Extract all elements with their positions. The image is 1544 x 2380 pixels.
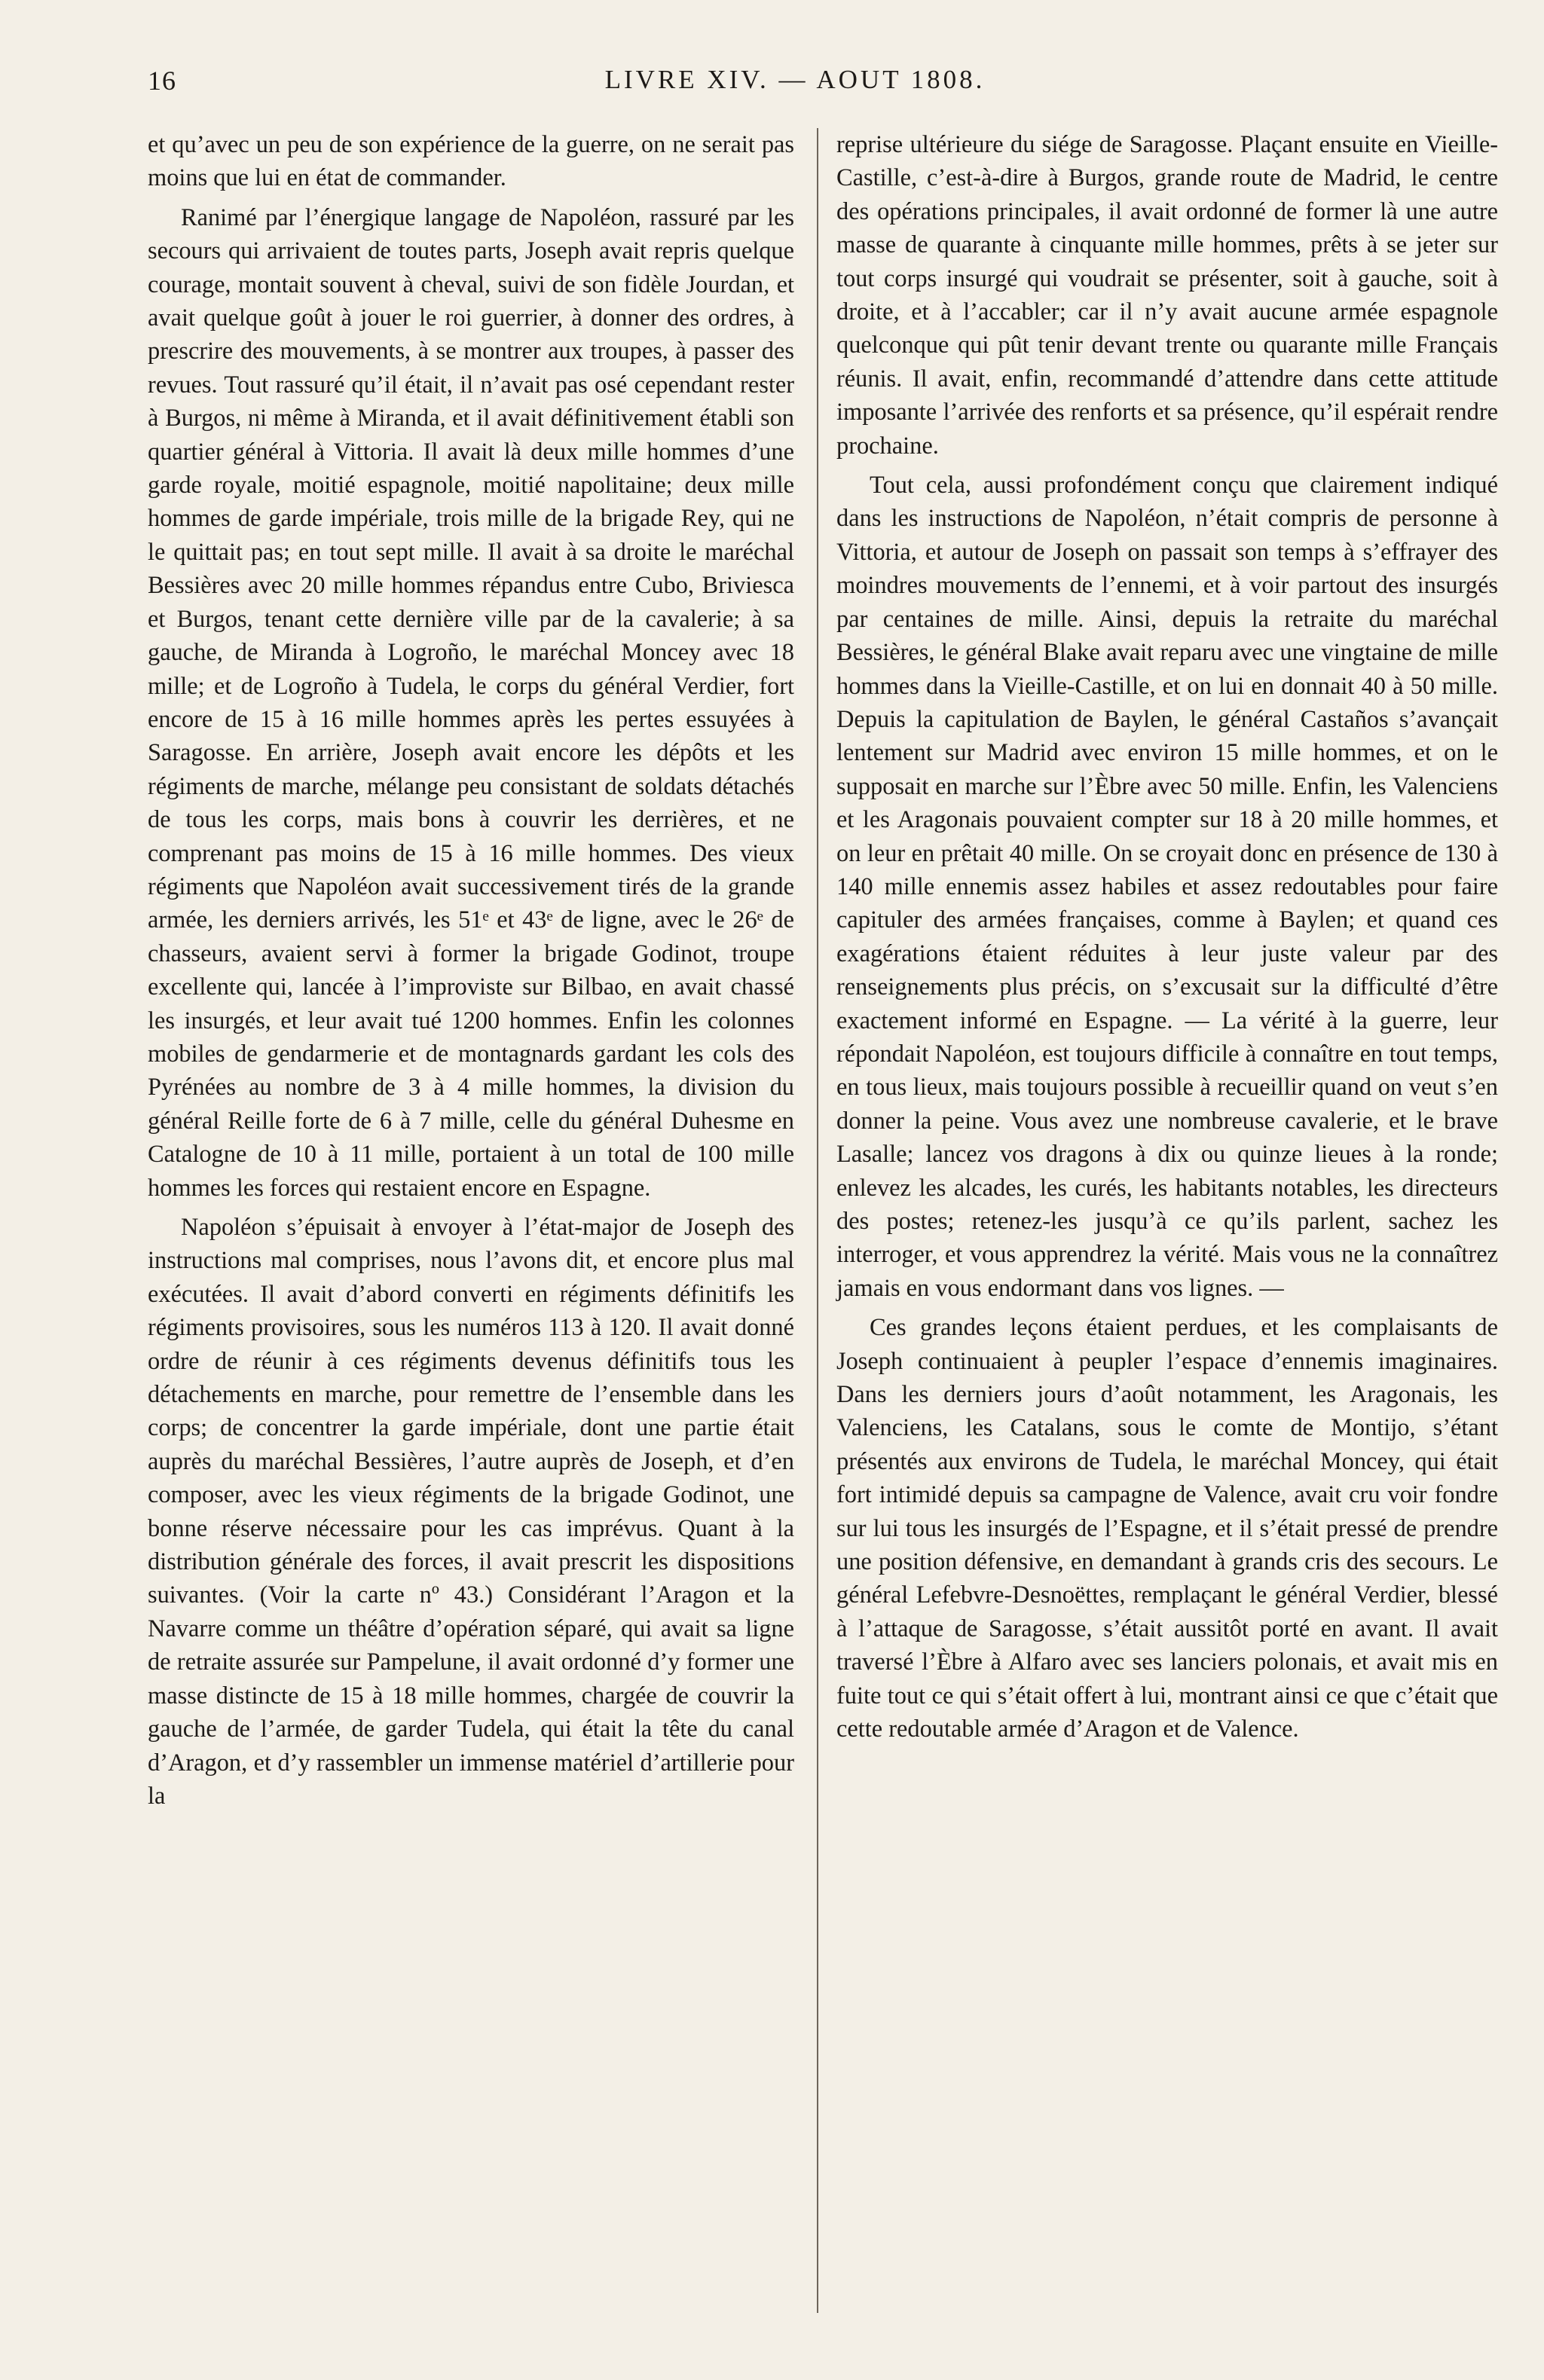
paragraph: et qu’avec un peu de son expérience de la guerre, on ne serait pas moins que lui en état de commander.: [148, 131, 794, 192]
paragraph: Ces grandes leçons étaient perdues, et les complaisants de Joseph continuaient à peupler l’espace d’ennemis imaginaires. Dans les derniers jours d’août notamment, les Aragonais, les Valenciens, les Catalans, sous le comte de Montijo, s’étant présentés aux environs de Tudela, le maréchal Moncey, qui était fort intimidé depuis sa campagne de Valence, avait cru voir fondre sur lui tous les insurgés de l’Espagne, et il s’était pressé de prendre une position défensive, en demandant à grands cris des secours. Le général Lefebvre-Desnoëttes, remplaçant le général Verdier, blessé à l’attaque de Saragosse, s’était aussitôt porté en avant. Il avait traversé l’Èbre à Alfaro avec ses lanciers polonais, et avait mis en fuite tout ce qui s’était offert à lui, montrant ainsi ce que c’était que cette redoutable armée d’Aragon et de Valence.: [836, 1314, 1498, 1743]
left-column: [148, 128, 794, 1813]
paragraph: Napoléon s’épuisait à envoyer à l’état-major de Joseph des instructions mal comprises, nous l’avons dit, et encore plus mal exécutées. Il avait d’abord converti en régiments définitifs les régiments provisoires, sous les numéros 113 à 120. Il avait donné ordre de réunir à ces régiments devenus définitifs tous les détachements en marche, pour remettre de l’ensemble dans les corps; de concentrer la garde impériale, dont une partie était auprès du maréchal Bessières, l’autre auprès de Joseph, et d’en composer, avec les vieux régiments de la brigade Godinot, une bonne réserve nécessaire pour les cas imprévus. Quant à la distribution générale des forces, il avait prescrit les dispositions suivantes. (Voir la carte nº 43.) Considérant l’Aragon et la Navarre comme un théâtre d’opération séparé, qui avait sa ligne de retraite assurée sur Pampelune, il avait ordonné d’y former une masse distincte de 15 à 18 mille hommes, chargée de couvrir la gauche de l’armée, de garder Tudela, qui était la tête du canal d’Aragon, et d’y rassembler un immense matériel d’artillerie pour la: [148, 1214, 794, 1810]
page-number: 16: [148, 66, 176, 96]
right-column: [836, 128, 1498, 1746]
paragraph: Ranimé par l’énergique langage de Napoléon, rassuré par les secours qui arrivaient de toutes parts, Joseph avait repris quelque courage, montait souvent à cheval, suivi de son fidèle Jourdan, et avait quelque goût à jouer le roi guerrier, à donner des ordres, à prescrire des mouvements, à se montrer aux troupes, à passer des revues. Tout rassuré qu’il était, il n’avait pas osé cependant rester à Burgos, ni même à Miranda, et il avait définitivement établi son quartier général à Vittoria. Il avait là deux mille hommes d’une garde royale, moitié espagnole, moitié napolitaine; deux mille hommes de garde impériale, trois mille de la brigade Rey, qui ne le quittait pas; en tout sept mille. Il avait à sa droite le maréchal Bessières avec 20 mille hommes répandus entre Cubo, Briviesca et Burgos, tenant cette dernière ville par de la cavalerie; à sa gauche, de Miranda à Logroño, le maréchal Moncey avec 18 mille; et de Logroño à Tudela, le corps du général Verdier, fort encore de 15 à 16 mille hommes après les pertes essuyées à Saragosse. En arrière, Joseph avait encore les dépôts et les régiments de marche, mélange peu consistant de soldats détachés de tous les corps, mais bons à couvrir les derrières, et ne comprenant pas moins de 15 à 16 mille hommes. Des vieux régiments que Napoléon avait successivement tirés de la grande armée, les derniers arrivés, les 51ᵉ et 43ᵉ de ligne, avec le 26ᵉ de chasseurs, avaient servi à former la brigade Godinot, troupe excellente qui, lancée à l’improviste sur Bilbao, en avait chassé les insurgés, et leur avait tué 1200 hommes. Enfin les colonnes mobiles de gendarmerie et de montagnards gardant les cols des Pyrénées au nombre de 3 à 4 mille hommes, la division du général Reille forte de 6 à 7 mille, celle du général Duhesme en Catalogne de 10 à 11 mille, portaient à un total de 100 mille hommes les forces qui restaient encore en Espagne.: [148, 203, 794, 1202]
running-title: LIVRE XIV. — AOUT 1808.: [604, 65, 986, 94]
column-divider: [817, 128, 818, 2313]
paragraph: Tout cela, aussi profondément conçu que clairement indiqué dans les instructions de Napoléon, n’était compris de personne à Vittoria, et autour de Joseph on passait son temps à s’effrayer des moindres mouvements de l’ennemi, et à voir partout des insurgés par centaines de mille. Ainsi, depuis la retraite du maréchal Bessières, le général Blake avait reparu avec une vingtaine de mille hommes dans la Vieille-Castille, et on lui en donnait 40 à 50 mille. Depuis la capitulation de Baylen, le général Castaños s’avançait lentement sur Madrid avec environ 15 mille hommes, et on le supposait en marche sur l’Èbre avec 50 mille. Enfin, les Valenciens et les Aragonais pouvaient compter sur 18 à 20 mille hommes, et on leur en prêtait 40 mille. On se croyait donc en présence de 130 à 140 mille ennemis assez habiles et assez redoutables pour faire capituler des armées françaises, comme à Baylen; et quand ces exagérations étaient réduites à leur juste valeur par des renseignements plus précis, on s’excusait sur la difficulté d’être exactement informé en Espagne. — La vérité à la guerre, leur répondait Napoléon, est toujours difficile à connaître en tout temps, en tous lieux, mais toujours possible à recueillir quand on veut s’en donner la peine. Vous avez une nombreuse cavalerie, et le brave Lasalle; lancez vos dragons à dix ou quinze lieues à la ronde; enlevez les alcades, les curés, les habitants notables, les directeurs des postes; retenez-les jusqu’à ce qu’ils parlent, sachez les interroger, et vous apprendrez la vérité. Mais vous ne la connaîtrez jamais en vous endormant dans vos lignes. —: [836, 472, 1498, 1302]
running-header: [148, 65, 1442, 107]
paragraph: reprise ultérieure du siége de Saragosse. Plaçant ensuite en Vieille-Castille, c’est-à-dire à Burgos, grande route de Madrid, le centre des opérations principales, il avait ordonné de former là une autre masse de quarante à cinquante mille hommes, prêts à se jeter sur tout corps insurgé qui voudrait se présenter, soit à gauche, soit à droite, et à l’accabler; car il n’y avait aucune armée espagnole quelconque qui pût tenir devant trente ou quarante mille Français réunis. Il avait, enfin, recommandé d’attendre dans cette attitude imposante l’arrivée des renforts et sa présence, qu’il espérait rendre prochaine.: [836, 131, 1498, 460]
